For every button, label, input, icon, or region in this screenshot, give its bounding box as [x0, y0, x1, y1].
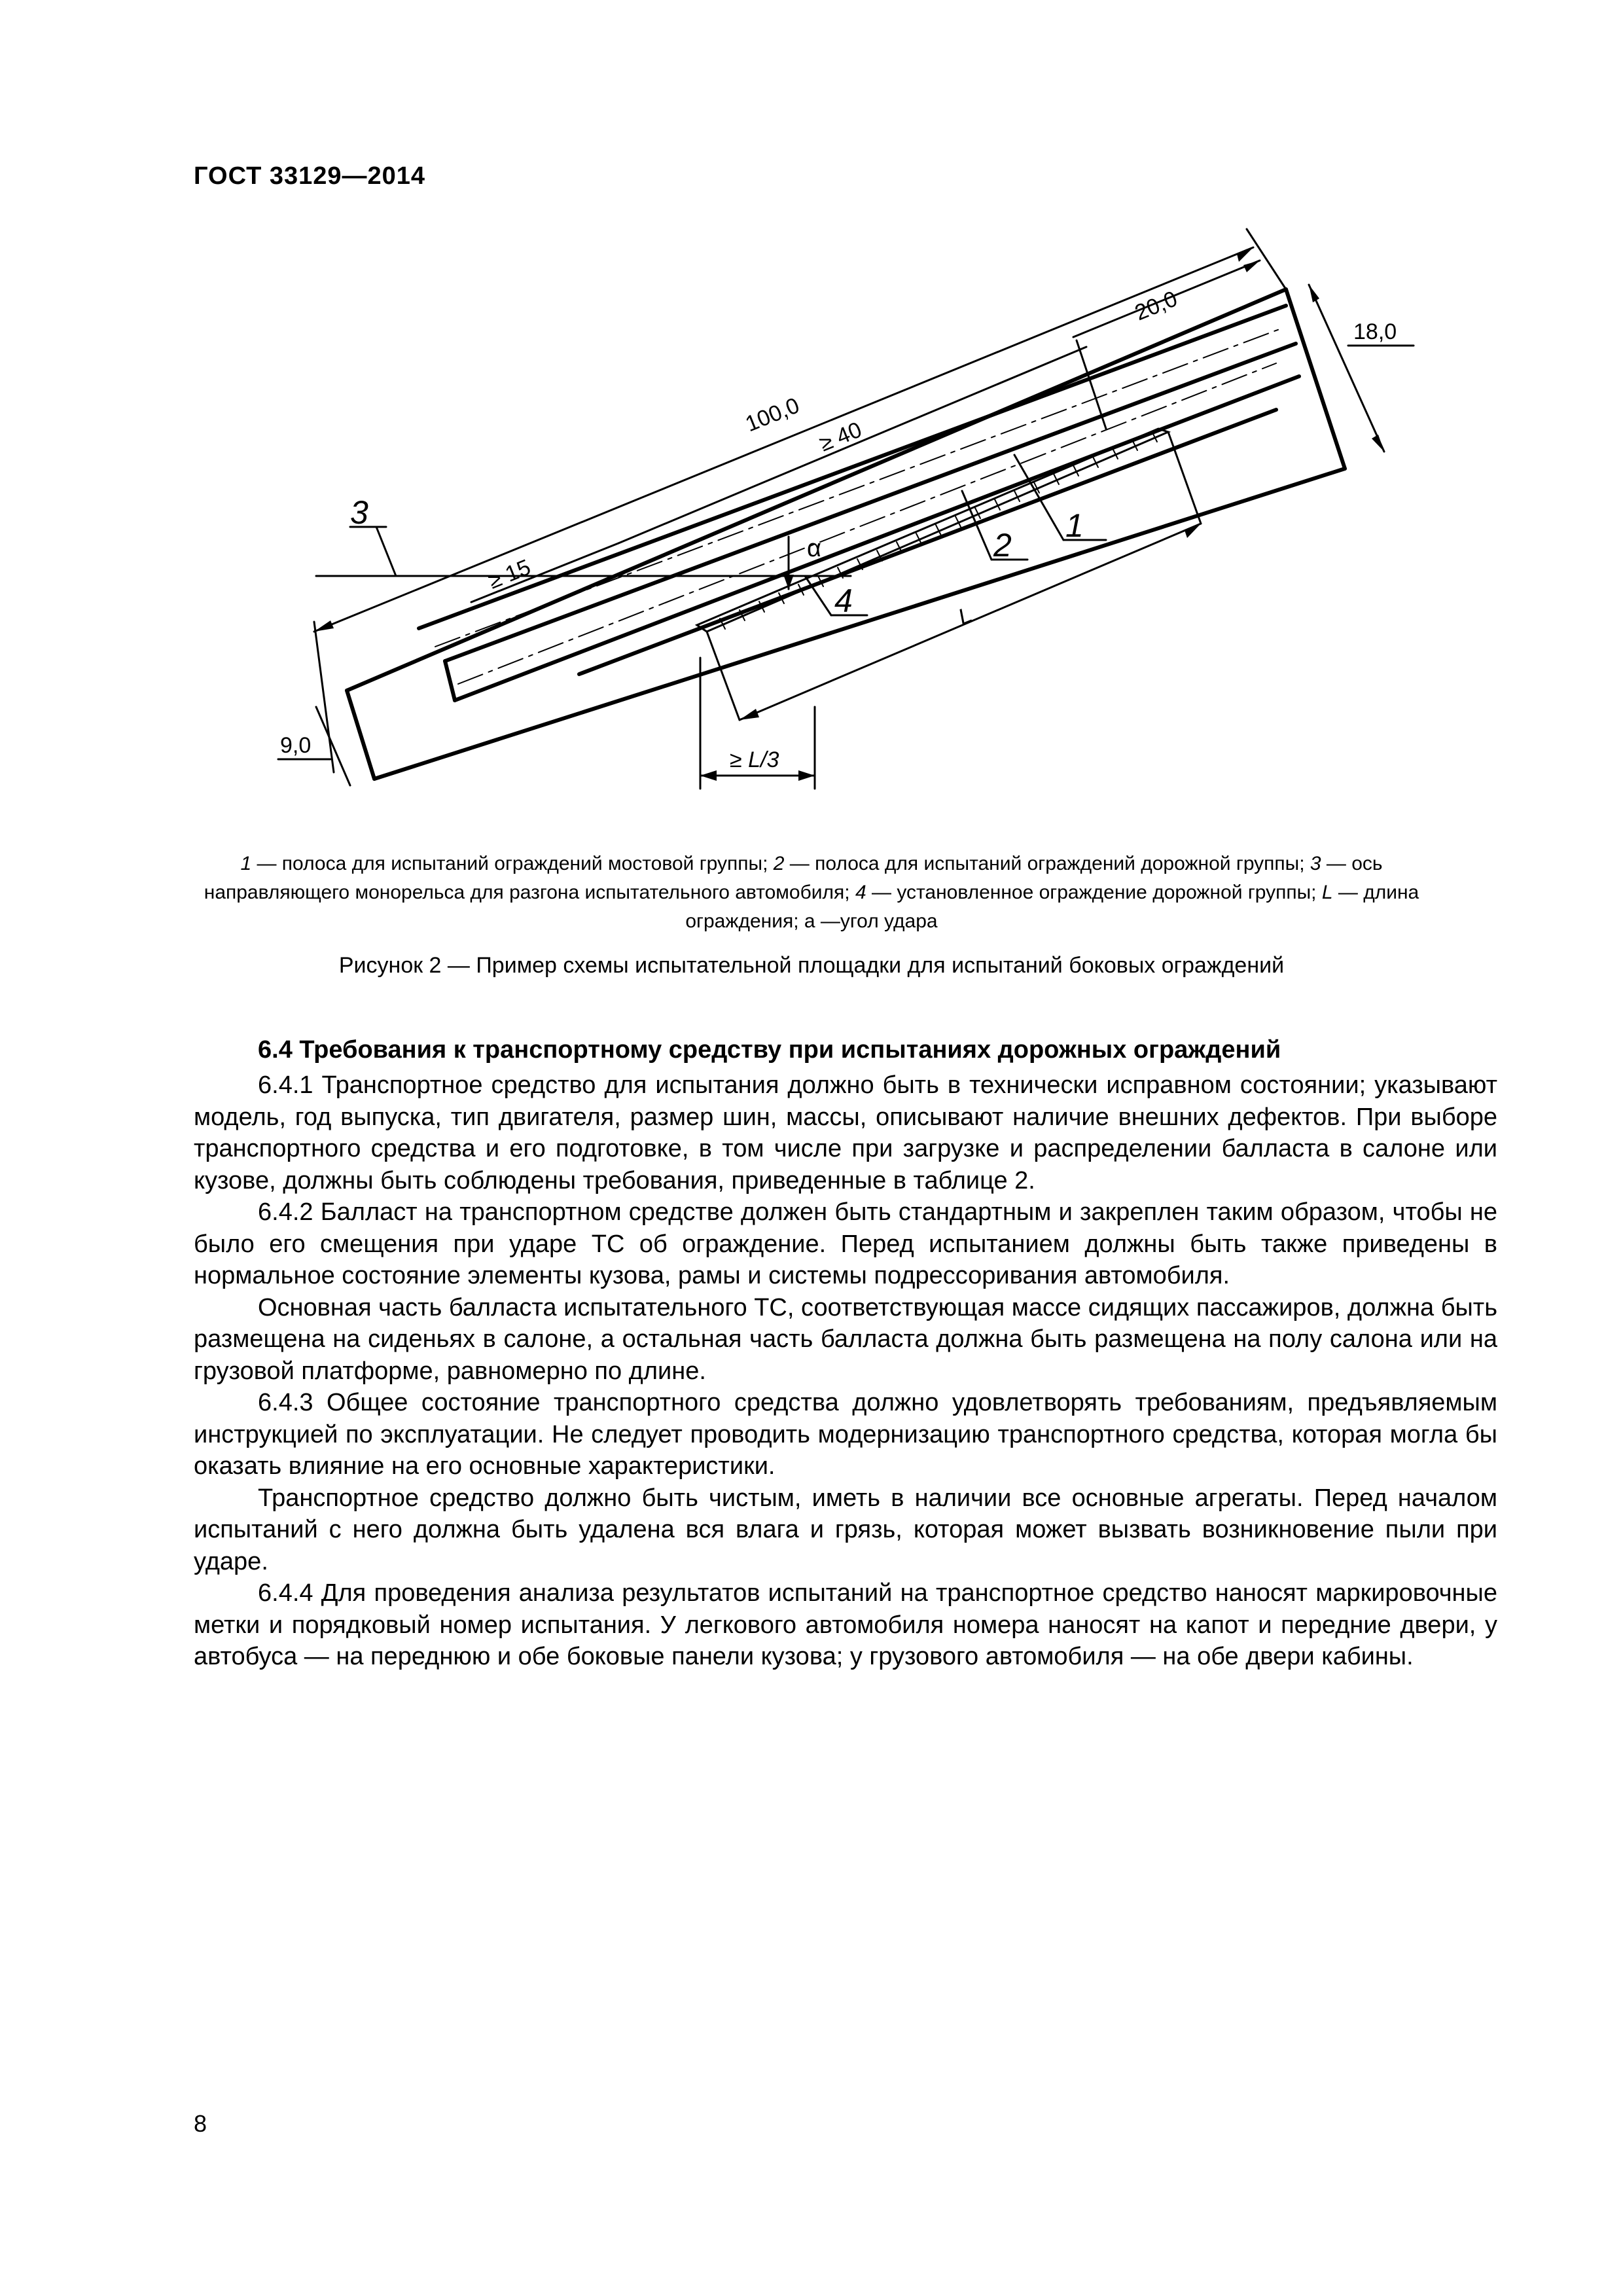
legend-num-3: 3	[1310, 853, 1321, 874]
strip-axis-dashdot-2	[435, 329, 1279, 647]
page-number: 8	[194, 2110, 207, 2137]
diagram-svg	[0, 0, 1623, 916]
section-6-4	[194, 1033, 1497, 1673]
area-bottom-edge	[374, 469, 1345, 779]
area-left-edge	[347, 691, 374, 779]
area-top-edge	[347, 289, 1286, 691]
strip-1-left	[445, 661, 455, 700]
callout-1: 1	[1065, 507, 1084, 544]
dim-ext-right	[1247, 229, 1286, 289]
strip-axis-dashdot	[458, 363, 1276, 684]
legend-text-4: — установленное ограждение дорожной группы;	[866, 882, 1322, 903]
label-L: L	[954, 602, 976, 630]
section-heading: 6.4 Требования к транспортному средству при испытаниях дорожных ограждений	[258, 1036, 1281, 1064]
paragraph-6-4-1: 6.4.1 Транспортное средство для испытания должно быть в технически исправном состоянии; указывают модель, год выпуска, тип двигателя, размер шин, массы, описывают наличие внешних дефектов. При выборе транспортного средства и его подготовке, в том числе при загрузке и распределении балласта в салоне или кузове, должны быть соблюдены требования, приведенные в таблице 2.	[194, 1071, 1497, 1194]
legend-text-1: — полоса для испытаний ограждений мостовой группы;	[251, 853, 774, 874]
label-9: 9,0	[280, 733, 312, 758]
dim-line-9	[316, 707, 350, 785]
document-header: ГОСТ 33129—2014	[194, 162, 426, 190]
strip-1-line-a	[419, 306, 1286, 628]
label-18: 18,0	[1353, 319, 1397, 344]
paragraph-6-4-2: 6.4.2 Балласт на транспортном средстве должен быть стандартным и закреплен таким образом, чтобы не было его смещения при ударе ТС об ограждение. Перед испытанием должны быть также приведены в нормальное состояние элементы кузова, рамы и системы подрессоривания автомобиля.	[194, 1198, 1497, 1289]
callout-3: 3	[350, 494, 368, 531]
figure-title: Рисунок 2 — Пример схемы испытательной площадки для испытаний боковых ограждений	[338, 953, 1285, 978]
legend-text-2: — полоса для испытаний ограждений дорожной группы;	[784, 853, 1310, 874]
legend-num-4: 4	[855, 882, 866, 903]
label-L3: ≥ L/3	[730, 747, 779, 772]
legend-text-3: — ось направляющего монорельса для разгона испытательного автомобиля;	[204, 853, 1383, 903]
dim-ext-left	[314, 622, 334, 772]
label-alpha: α	[807, 535, 821, 562]
label-40: ≥ 40	[815, 417, 866, 457]
strip-1-line-b	[445, 344, 1296, 661]
legend-num-1: 1	[240, 853, 252, 874]
paragraph-ballast: Основная часть балласта испытательного ТС, соответствующая массе сидящих пассажиров, должна быть размещена на сиденьях в салоне, а остальная часть балласта должна быть размещена на полу салона или на грузовой платформе, равномерно по длине.	[194, 1293, 1497, 1385]
paragraph-6-4-4: 6.4.4 Для проведения анализа результатов испытаний на транспортное средство наносят маркировочные метки и порядковый номер испытания. У легкового автомобиля номера наносят на капот и передние двери, у автобуса — на переднюю и обе боковые панели кузова; у грузового автомобиля — на обе двери кабины.	[194, 1579, 1497, 1670]
legend-num-2: 2	[773, 853, 785, 874]
test-site-diagram	[0, 0, 1623, 916]
dim-ext-L-left	[707, 632, 740, 720]
label-20: 20,0	[1131, 286, 1181, 326]
label-15: ≥ 15	[484, 554, 535, 594]
monorail-axis	[579, 410, 1276, 674]
paragraph-cleanliness: Транспортное средство должно быть чистым, иметь в наличии все основные агрегаты. Перед началом испытаний с него должна быть удалена вся влага и грязь, которая может вызвать возникновение пыли при ударе.	[194, 1484, 1497, 1575]
strip-2-line	[455, 376, 1299, 700]
callout-4: 4	[834, 583, 853, 619]
paragraph-6-4-3: 6.4.3 Общее состояние транспортного средства должно удовлетворять требованиям, предъявляемым инструкцией по эксплуатации. Не следует проводить модернизацию транспортного средства, которая могла бы оказать влияние на его основные характеристики.	[194, 1389, 1497, 1480]
callout-3-leader	[376, 527, 396, 576]
figure-legend	[196, 850, 1427, 936]
callout-2: 2	[993, 527, 1012, 564]
legend-num-L: L	[1321, 882, 1333, 903]
dim-line-18	[1309, 285, 1384, 452]
legend-text-L: — длина ограждения; a —угол удара	[685, 882, 1419, 932]
label-100: 100,0	[741, 393, 803, 437]
